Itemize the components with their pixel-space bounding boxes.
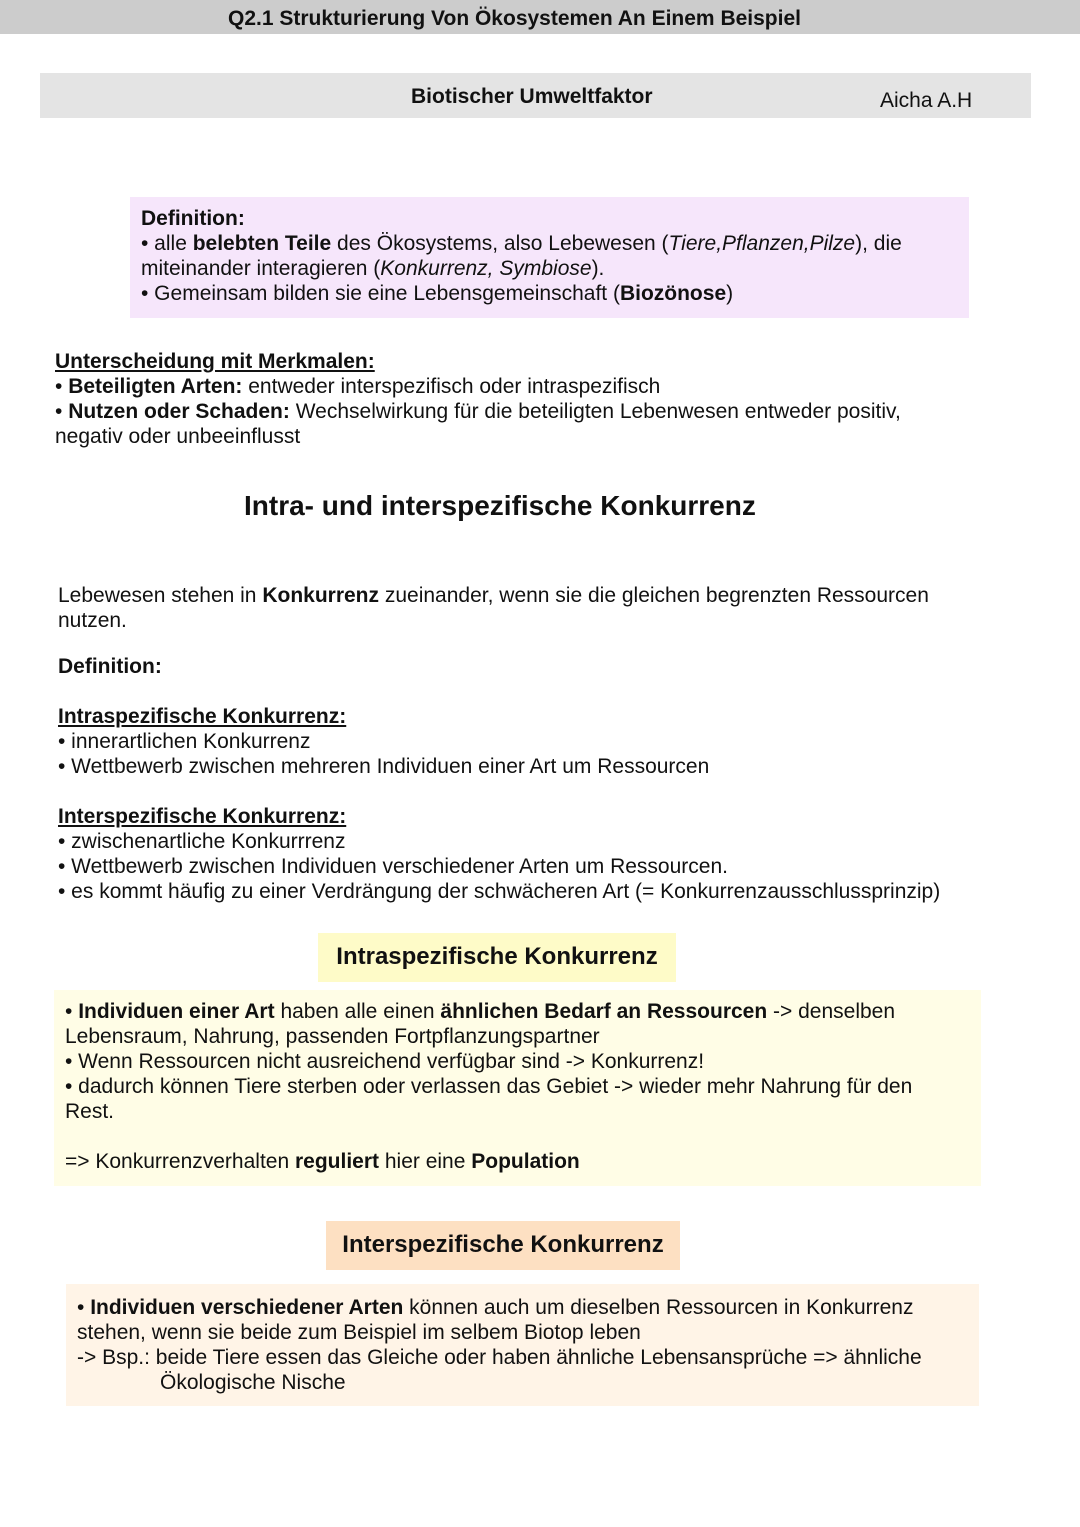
author-name: Aicha A.H bbox=[880, 89, 973, 112]
unterscheidung-line: • Nutzen oder Schaden: Wechselwirkung für die beteiligten Lebenwesen entweder positiv, bbox=[55, 400, 901, 423]
list-item: • innerartlichen Konkurrenz bbox=[58, 730, 311, 753]
section-title: Biotischer Umweltfaktor bbox=[411, 85, 653, 108]
intraspezifisch-heading: Intraspezifische Konkurrenz: bbox=[58, 705, 347, 728]
list-item: • Wettbewerb zwischen Individuen verschiedener Arten um Ressourcen. bbox=[58, 855, 728, 878]
definition-line: miteinander interagieren (Konkurrenz, Symbiose). bbox=[141, 257, 605, 280]
list-item: • es kommt häufig zu einer Verdrängung der schwächeren Art (= Konkurrenzausschlussprinzip) bbox=[58, 880, 941, 903]
unterscheidung-line: negativ oder unbeeinflusst bbox=[55, 425, 301, 448]
unterscheidung-section bbox=[55, 349, 901, 449]
definition-line: • alle belebten Teile des Ökosystems, also Lebewesen (Tiere,Pflanzen,Pilze), die bbox=[141, 232, 902, 255]
intraspezifisch-list bbox=[58, 704, 709, 779]
intraspezifisch-label: Intraspezifische Konkurrenz bbox=[318, 933, 676, 982]
page-title: Q2.1 Strukturierung Von Ökosystemen An Einem Beispiel bbox=[228, 7, 801, 30]
definition-box bbox=[130, 197, 969, 318]
interspezifisch-list bbox=[58, 804, 940, 904]
konkurrenz-intro: Lebewesen stehen in Konkurrenz zueinander, wenn sie die gleichen begrenzten Ressourcen nutzen. bbox=[58, 584, 929, 632]
list-item: • Wettbewerb zwischen mehreren Individuen einer Art um Ressourcen bbox=[58, 755, 710, 778]
definition-line: • Gemeinsam bilden sie eine Lebensgemeinschaft (Biozönose) bbox=[141, 282, 734, 305]
definition-label: Definition: bbox=[58, 655, 162, 678]
definition-heading: Definition: bbox=[141, 207, 245, 230]
intraspezifisch-box: • Individuen einer Art haben alle einen ähnlichen Bedarf an Ressourcen -> denselben Lebensraum, Nahrung, passenden Fortpflanzungspartner • Wenn Ressourcen nicht ausreichend verfügbar sind -> Konkurrenz! • dadurch können Tiere sterben oder verlassen das Gebiet -> wieder mehr Nahrung für den Rest. => Konkurrenzverhalten reguliert hier eine Population bbox=[54, 990, 981, 1186]
interspezifisch-box: • Individuen verschiedener Arten können auch um dieselben Ressourcen in Konkurrenz stehen, wenn sie beide zum Beispiel im selbem Biotop leben -> Bsp.: beide Tiere essen das Gleiche oder haben ähnliche Lebensansprüche => ähnliche Ökologische Nische bbox=[66, 1284, 979, 1406]
list-item: • zwischenartliche Konkurrrenz bbox=[58, 830, 346, 853]
interspezifisch-label: Interspezifische Konkurrenz bbox=[326, 1221, 680, 1270]
interspezifisch-heading: Interspezifische Konkurrenz: bbox=[58, 805, 347, 828]
unterscheidung-line: • Beteiligten Arten: entweder interspezifisch oder intraspezifisch bbox=[55, 375, 661, 398]
unterscheidung-heading: Unterscheidung mit Merkmalen: bbox=[55, 350, 375, 373]
summary-line: => Konkurrenzverhalten reguliert hier eine Population bbox=[65, 1150, 580, 1173]
konkurrenz-heading: Intra- und interspezifische Konkurrenz bbox=[244, 490, 756, 521]
